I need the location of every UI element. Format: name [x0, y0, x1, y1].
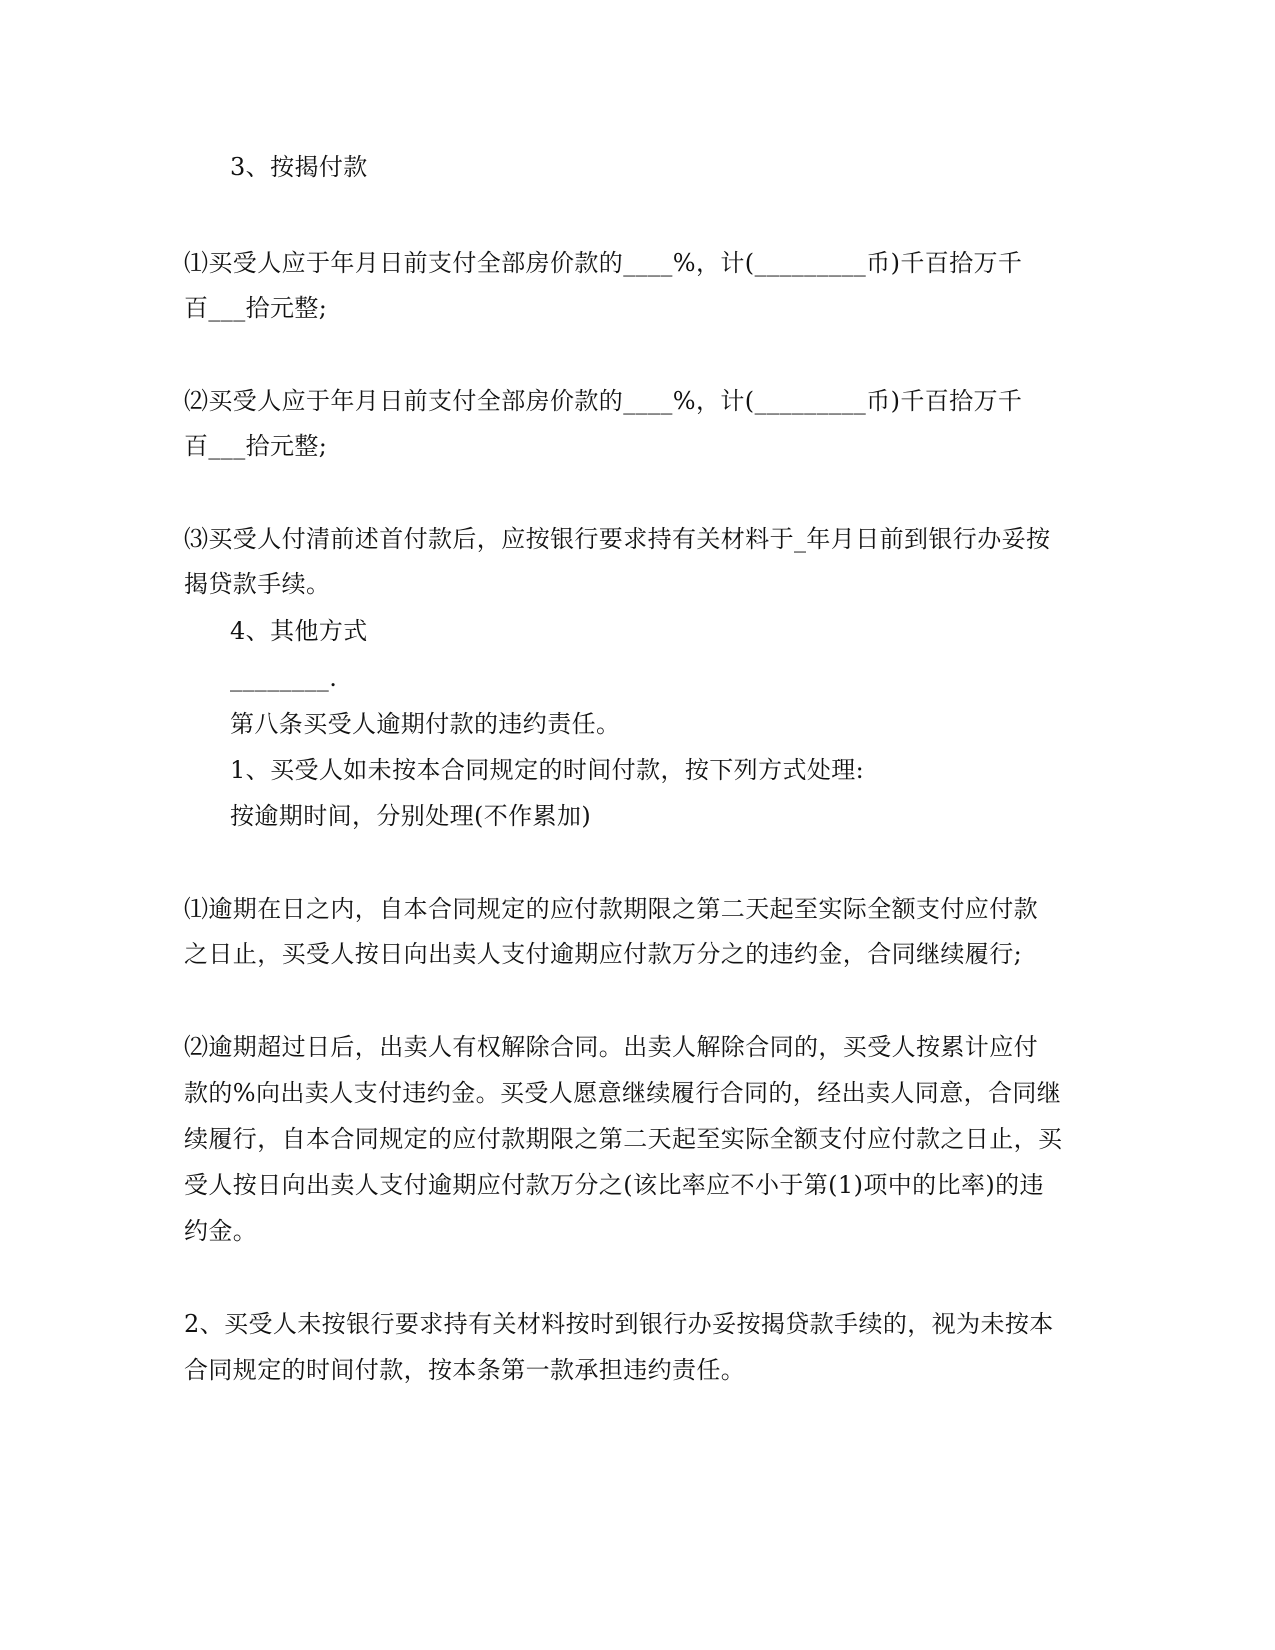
article-8-item-2-line-2: 合同规定的时间付款，按本条第一款承担违约责任。: [184, 1356, 746, 1384]
blank-line: ________.: [230, 664, 338, 692]
overdue-2-line-5: 约金。: [184, 1217, 258, 1245]
section-4-heading: 4、其他方式: [230, 617, 368, 645]
clause-1-line-2: 百___拾元整;: [184, 294, 328, 322]
overdue-2-line-4: 受人按日向出卖人支付逾期应付款万分之(该比率应不小于第(1)项中的比率)的违: [184, 1171, 1044, 1199]
clause-2-line-1: ⑵买受人应于年月日前支付全部房价款的____%，计(_________币)千百拾万千: [184, 387, 1023, 415]
clause-2-line-2: 百___拾元整;: [184, 432, 328, 460]
clause-1-line-1: ⑴买受人应于年月日前支付全部房价款的____%，计(_________币)千百拾万千: [184, 249, 1023, 277]
article-8-heading: 第八条买受人逾期付款的违约责任。: [230, 710, 621, 738]
overdue-1-line-1: ⑴逾期在日之内，自本合同规定的应付款期限之第二天起至实际全额支付应付款: [184, 895, 1038, 923]
overdue-2-line-2: 款的%向出卖人支付违约金。买受人愿意继续履行合同的，经出卖人同意，合同继: [184, 1079, 1062, 1107]
clause-3-line-2: 揭贷款手续。: [184, 570, 331, 598]
overdue-2-line-3: 续履行，自本合同规定的应付款期限之第二天起至实际全额支付应付款之日止，买: [184, 1125, 1063, 1153]
overdue-2-line-1: ⑵逾期超过日后，出卖人有权解除合同。出卖人解除合同的，买受人按累计应付: [184, 1033, 1038, 1061]
article-8-item-2-line-1: 2、买受人未按银行要求持有关材料按时到银行办妥按揭贷款手续的，视为未按本: [184, 1310, 1054, 1338]
overdue-1-line-2: 之日止，买受人按日向出卖人支付逾期应付款万分之的违约金，合同继续履行;: [184, 940, 1023, 968]
article-8-note: 按逾期时间，分别处理(不作累加): [230, 802, 592, 830]
article-8-item-1: 1、买受人如未按本合同规定的时间付款，按下列方式处理:: [230, 756, 865, 784]
clause-3-line-1: ⑶买受人付清前述首付款后，应按银行要求持有关材料于_年月日前到银行办妥按: [184, 525, 1051, 553]
section-3-heading: 3、按揭付款: [230, 153, 368, 181]
